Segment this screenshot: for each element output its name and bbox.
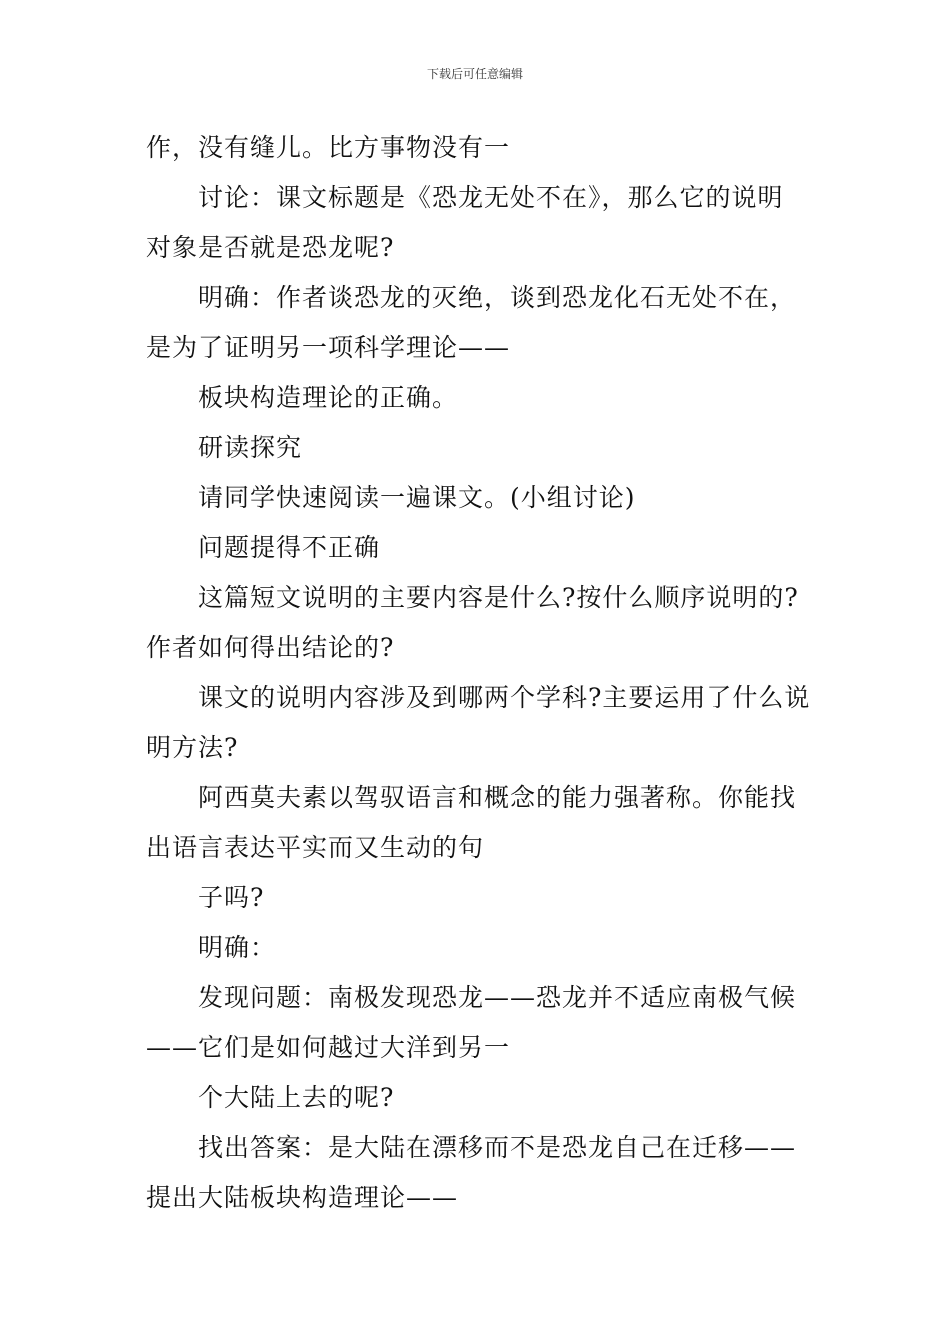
text-line-22: 提出大陆板块构造理论—— [146,1183,459,1212]
text-line-20: 个大陆上去的呢? [198,1083,395,1112]
text-line-19: ——它们是如何越过大洋到另一 [146,1033,511,1062]
text-line-3: 对象是否就是恐龙呢? [146,233,395,262]
text-line-13: 明方法? [146,733,239,762]
text-line-10: 这篇短文说明的主要内容是什么?按什么顺序说明的? [198,583,799,612]
text-line-14: 阿西莫夫素以驾驭语言和概念的能力强著称。你能找 [198,783,797,812]
text-line-16: 子吗? [198,883,265,912]
text-line-18: 发现问题：南极发现恐龙——恐龙并不适应南极气候 [198,983,797,1012]
page-header: 下载后可任意编辑 [426,67,523,81]
text-line-12: 课文的说明内容涉及到哪两个学科?主要运用了什么说 [198,683,811,712]
text-line-11: 作者如何得出结论的? [146,633,395,662]
text-line-8: 请同学快速阅读一遍课文。(小组讨论) [198,483,636,512]
text-line-6: 板块构造理论的正确。 [198,383,459,412]
text-line-4: 明确：作者谈恐龙的灭绝，谈到恐龙化石无处不在， [198,283,797,312]
text-line-2: 讨论：课文标题是《恐龙无处不在》，那么它的说明 [198,183,784,212]
section-heading: 研读探究 [198,433,303,462]
document-body [146,123,811,1223]
text-line-9: 问题提得不正确 [198,533,381,562]
text-line-21: 找出答案：是大陆在漂移而不是恐龙自己在迁移—— [198,1133,797,1162]
text-line-5: 是为了证明另一项科学理论—— [146,333,511,362]
text-line-15: 出语言表达平实而又生动的句 [146,833,485,862]
text-line-1: 作，没有缝儿。比方事物没有一 [146,133,511,162]
text-line-17: 明确： [198,933,277,962]
